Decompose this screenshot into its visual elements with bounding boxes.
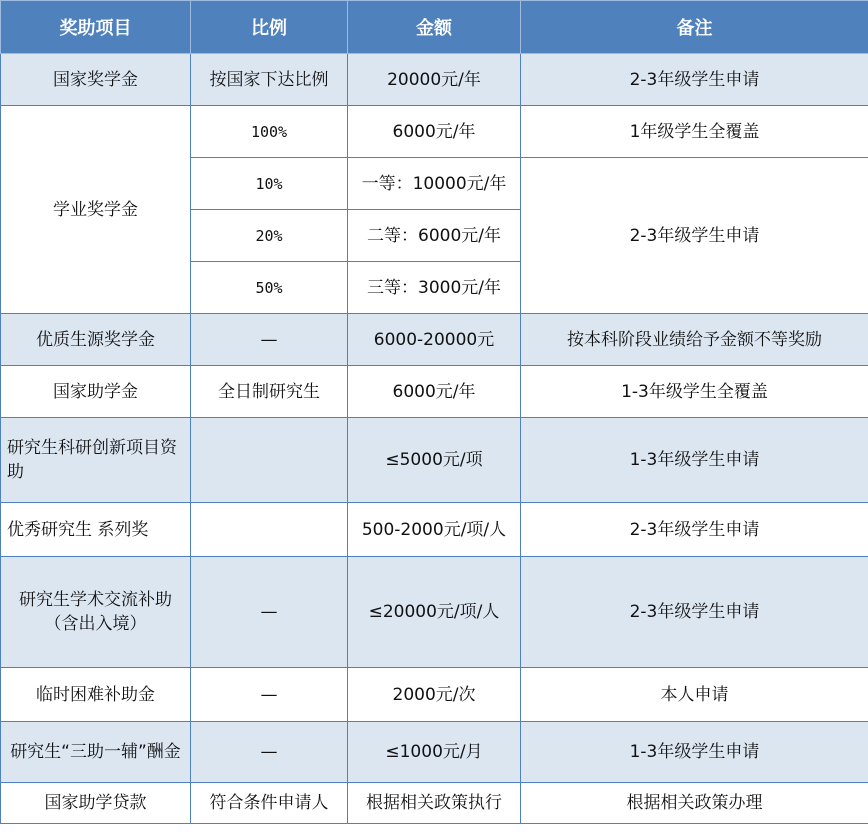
item-note: 1-3年级学生申请	[521, 418, 868, 503]
header-note: 备注	[521, 1, 868, 54]
item-amount: 500-2000元/项/人	[348, 503, 521, 557]
item-name: 国家奖学金	[1, 54, 191, 106]
header-amount: 金额	[348, 1, 521, 54]
item-note: 1年级学生全覆盖	[521, 106, 868, 158]
item-note: 1-3年级学生全覆盖	[521, 366, 868, 418]
item-amount: 二等：6000元/年	[348, 210, 521, 262]
item-ratio: 按国家下达比例	[191, 54, 348, 106]
table-row	[1, 668, 868, 722]
table-row	[1, 54, 868, 106]
item-name: 国家助学贷款	[1, 783, 191, 824]
item-ratio: —	[191, 722, 348, 783]
item-ratio: —	[191, 557, 348, 668]
table-row	[1, 314, 868, 366]
item-note: 根据相关政策办理	[521, 783, 868, 824]
item-amount: 一等：10000元/年	[348, 158, 521, 210]
item-ratio: —	[191, 668, 348, 722]
table-row	[1, 366, 868, 418]
item-name: 学业奖学金	[1, 106, 191, 314]
item-ratio: —	[191, 314, 348, 366]
item-amount: 2000元/次	[348, 668, 521, 722]
table-row	[1, 503, 868, 557]
table-row	[1, 106, 868, 158]
table-row	[1, 722, 868, 783]
table-row	[1, 783, 868, 824]
item-amount: 20000元/年	[348, 54, 521, 106]
item-name: 临时困难补助金	[1, 668, 191, 722]
item-ratio: 20%	[191, 210, 348, 262]
item-amount: ≤20000元/项/人	[348, 557, 521, 668]
item-amount: 6000-20000元	[348, 314, 521, 366]
item-note: 本人申请	[521, 668, 868, 722]
item-ratio: 100%	[191, 106, 348, 158]
item-amount: 6000元/年	[348, 366, 521, 418]
item-amount: 6000元/年	[348, 106, 521, 158]
item-note: 1-3年级学生申请	[521, 722, 868, 783]
item-ratio: 符合条件申请人	[191, 783, 348, 824]
item-ratio	[191, 503, 348, 557]
table-row	[1, 557, 868, 668]
item-name: 优质生源奖学金	[1, 314, 191, 366]
item-note: 按本科阶段业绩给予金额不等奖励	[521, 314, 868, 366]
item-note: 2-3年级学生申请	[521, 158, 868, 314]
item-ratio	[191, 418, 348, 503]
item-name: 优秀研究生 系列奖	[1, 503, 191, 557]
item-name: 国家助学金	[1, 366, 191, 418]
item-amount: 根据相关政策执行	[348, 783, 521, 824]
item-name: 研究生科研创新项目资助	[1, 418, 191, 503]
item-amount: 三等：3000元/年	[348, 262, 521, 314]
header-item: 奖助项目	[1, 1, 191, 54]
item-note: 2-3年级学生申请	[521, 54, 868, 106]
table-row	[1, 418, 868, 503]
item-ratio: 全日制研究生	[191, 366, 348, 418]
item-name: 研究生学术交流补助（含出入境）	[1, 557, 191, 668]
header-ratio: 比例	[191, 1, 348, 54]
item-amount: ≤1000元/月	[348, 722, 521, 783]
item-amount: ≤5000元/项	[348, 418, 521, 503]
item-ratio: 10%	[191, 158, 348, 210]
item-note: 2-3年级学生申请	[521, 557, 868, 668]
item-ratio: 50%	[191, 262, 348, 314]
header-row	[1, 1, 868, 54]
item-name: 研究生“三助一辅”酬金	[1, 722, 191, 783]
item-note: 2-3年级学生申请	[521, 503, 868, 557]
